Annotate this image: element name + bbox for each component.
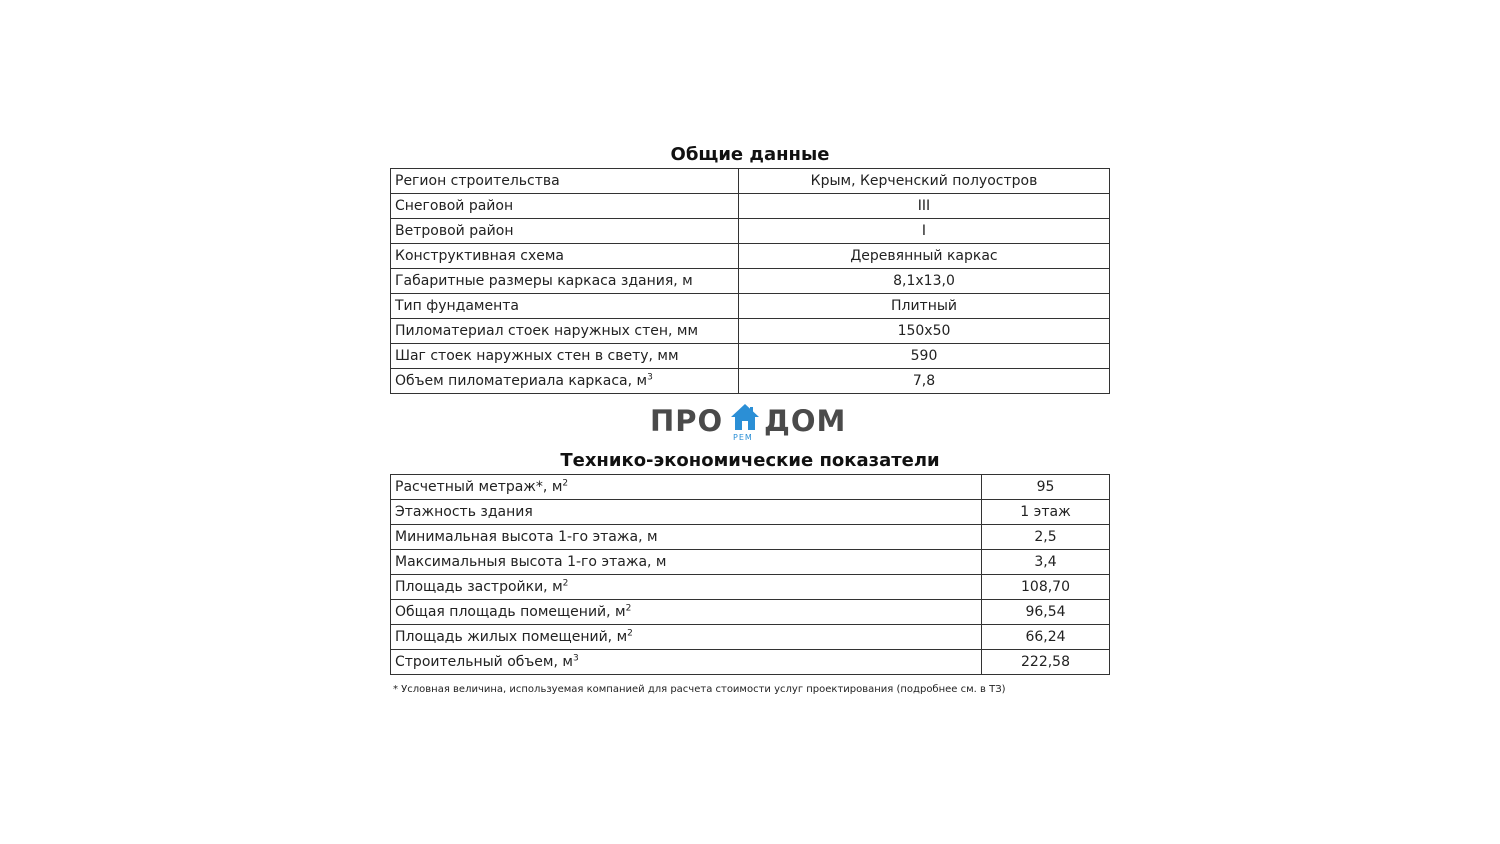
unit-exponent: 2	[627, 628, 633, 639]
house-icon	[730, 402, 760, 432]
row-value: 2,5	[982, 525, 1110, 550]
row-value: 7,8	[739, 369, 1110, 394]
row-label: Максимальныя высота 1-го этажа, м	[391, 550, 982, 575]
logo-subtext: РЕМ	[733, 433, 753, 442]
table-row	[391, 294, 1110, 319]
row-label	[391, 369, 739, 394]
table-row	[391, 600, 1110, 625]
logo-word-dom: ДОМ	[764, 404, 847, 438]
row-value: 590	[739, 344, 1110, 369]
general-data-table	[390, 168, 1110, 394]
label-text: Объем пиломатериала каркаса, м	[395, 373, 648, 389]
unit-exponent: 2	[562, 578, 569, 589]
table-row	[391, 319, 1110, 344]
row-value: 108,70	[982, 575, 1110, 600]
row-value: Плитный	[739, 294, 1110, 319]
unit-exponent: 2	[562, 478, 569, 489]
row-value: 3,4	[982, 550, 1110, 575]
row-value: Крым, Керченский полуостров	[739, 169, 1110, 194]
footnote: * Условная величина, используемая компанией для расчета стоимости услуг проектирования (подробнее см. в ТЗ)	[393, 684, 1006, 695]
logo-word-pro: ПРО	[650, 404, 724, 438]
row-label: Пиломатериал стоек наружных стен, мм	[391, 319, 739, 344]
pro-dom-logo	[648, 402, 852, 442]
row-value: 96,54	[982, 600, 1110, 625]
row-value: Деревянный каркас	[739, 244, 1110, 269]
label-text: Строительный объем, м	[395, 654, 573, 670]
row-label: Габаритные размеры каркаса здания, м	[391, 269, 739, 294]
row-value: 222,58	[982, 650, 1110, 675]
table-row	[391, 194, 1110, 219]
row-label: Снеговой район	[391, 194, 739, 219]
general-data-title: Общие данные	[670, 144, 830, 165]
row-label: Этажность здания	[391, 500, 982, 525]
label-text: Площадь жилых помещений, м	[395, 629, 628, 645]
table-row	[391, 219, 1110, 244]
table-row	[391, 269, 1110, 294]
table-row	[391, 625, 1110, 650]
label-text: Расчетный метраж*, м	[395, 479, 563, 495]
table-row	[391, 525, 1110, 550]
tech-indicators-table	[390, 474, 1110, 675]
row-value: I	[739, 219, 1110, 244]
unit-exponent: 3	[572, 653, 579, 664]
table-row	[391, 650, 1110, 675]
row-label: Регион строительства	[391, 169, 739, 194]
unit-exponent: 3	[647, 372, 653, 383]
label-text: Общая площадь помещений, м	[395, 604, 626, 620]
table-row	[391, 169, 1110, 194]
row-value: 1 этаж	[982, 500, 1110, 525]
table-row	[391, 475, 1110, 500]
row-label	[391, 600, 982, 625]
row-value: 66,24	[982, 625, 1110, 650]
row-label: Конструктивная схема	[391, 244, 739, 269]
table-row	[391, 500, 1110, 525]
row-label	[391, 575, 982, 600]
table-row	[391, 369, 1110, 394]
row-label: Минимальная высота 1-го этажа, м	[391, 525, 982, 550]
row-value: 150x50	[739, 319, 1110, 344]
row-label: Тип фундамента	[391, 294, 739, 319]
row-label: Ветровой район	[391, 219, 739, 244]
table-row	[391, 344, 1110, 369]
unit-exponent: 2	[625, 603, 632, 614]
tech-indicators-title: Технико-экономические показатели	[560, 450, 940, 471]
table-row	[391, 244, 1110, 269]
row-label	[391, 625, 982, 650]
label-text: Площадь застройки, м	[395, 579, 563, 595]
row-value: 95	[982, 475, 1110, 500]
row-label: Шаг стоек наружных стен в свету, мм	[391, 344, 739, 369]
row-label	[391, 650, 982, 675]
table-row	[391, 550, 1110, 575]
row-label	[391, 475, 982, 500]
row-value: 8,1x13,0	[739, 269, 1110, 294]
row-value: III	[739, 194, 1110, 219]
table-row	[391, 575, 1110, 600]
